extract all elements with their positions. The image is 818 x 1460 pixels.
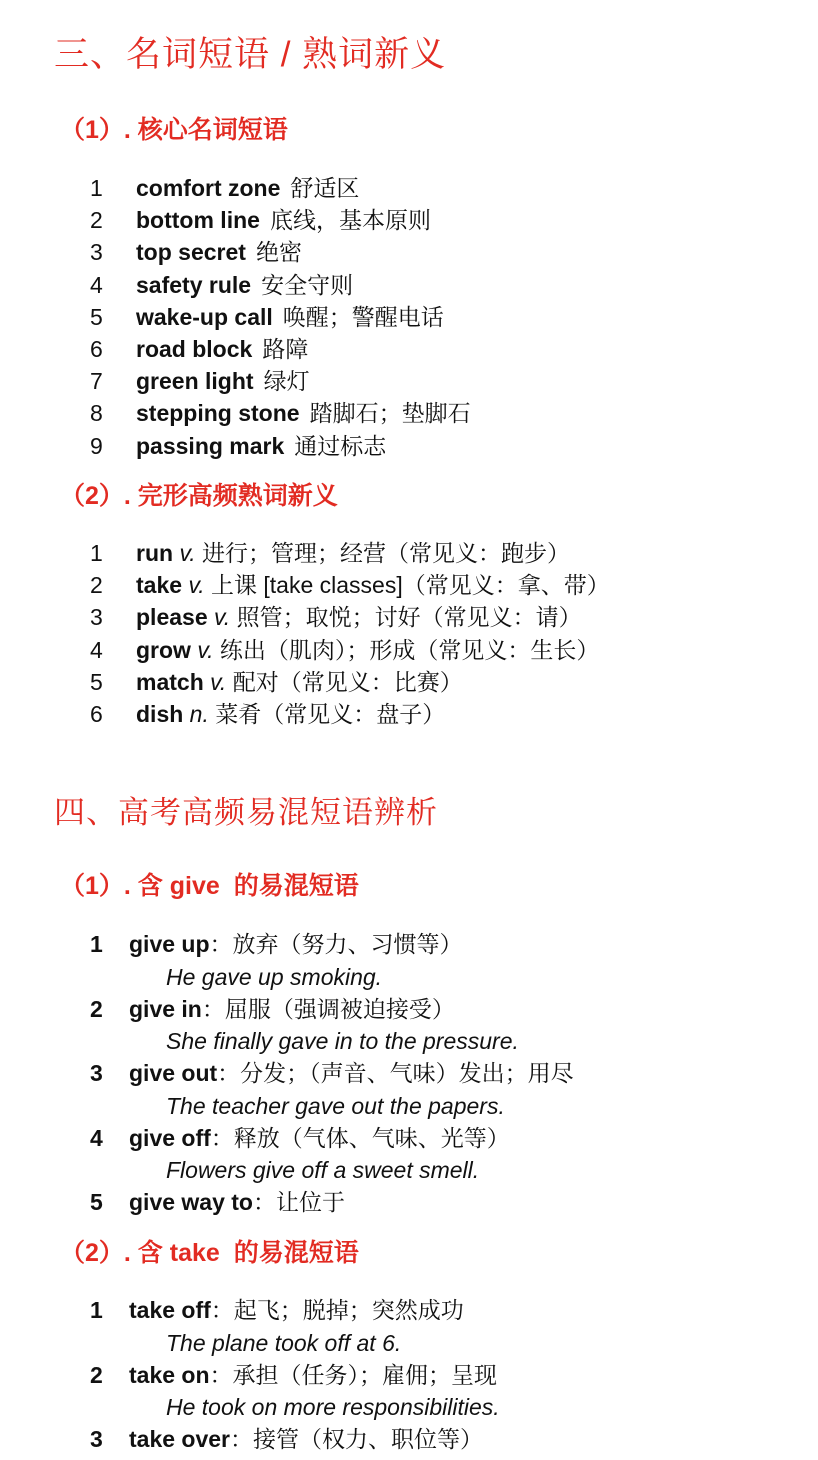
phrase-term: stepping stone <box>136 400 300 427</box>
phrase-term: give out <box>129 1060 218 1086</box>
give-phrase-list <box>0 928 818 1219</box>
word-term: match <box>136 668 204 695</box>
section-4-title: 四、高考高频易混短语辨析 <box>54 795 438 830</box>
item-number: 4 <box>90 1124 103 1151</box>
list-item <box>0 204 818 236</box>
title-prefix: （2）. 含 <box>60 1239 163 1267</box>
list-item <box>0 333 818 365</box>
phrase-term: bottom line <box>136 207 260 234</box>
item-number: 5 <box>90 1189 103 1215</box>
list-item <box>0 1057 818 1122</box>
list-item <box>0 269 818 301</box>
item-number: 2 <box>90 1361 103 1388</box>
list-item <box>0 1186 818 1219</box>
phrase-term: give way to <box>129 1189 253 1215</box>
phrase-meaning: 路障 <box>262 335 309 362</box>
phrase-term: give up <box>129 931 210 957</box>
item-number: 4 <box>90 271 103 298</box>
item-number: 7 <box>90 368 103 395</box>
phrase-meaning: ：接管（权力、职位等） <box>230 1426 484 1452</box>
item-number: 2 <box>90 572 103 599</box>
word-meaning: 进行；管理；经营（常见义：跑步） <box>202 540 571 566</box>
list-item <box>0 1359 818 1424</box>
phrase-meaning: 绝密 <box>255 239 302 266</box>
phrase-meaning: 唤醒；警醒电话 <box>282 303 444 330</box>
part-of-speech: v. <box>197 636 214 663</box>
phrase-meaning: 底线，基本原则 <box>269 207 431 234</box>
example-sentence: She finally gave in to the pressure. <box>166 1028 519 1054</box>
item-number: 8 <box>90 400 103 427</box>
word-term: grow <box>136 636 191 663</box>
word-meaning: 照管；取悦；讨好（常见义：请） <box>236 604 582 631</box>
item-number: 2 <box>90 995 103 1022</box>
list-item <box>0 1294 818 1359</box>
list-item <box>0 1122 818 1187</box>
list-item <box>0 172 818 204</box>
example-sentence: He took on more responsibilities. <box>166 1394 500 1420</box>
phrase-meaning: ：让位于 <box>252 1189 345 1215</box>
list-item <box>0 430 818 462</box>
item-number: 2 <box>90 207 103 234</box>
subsection-title-take-phrases <box>60 1233 359 1269</box>
phrase-meaning: 舒适区 <box>290 175 360 201</box>
phrase-meaning: ：分发；（声音、气味）发出；用尽 <box>217 1060 574 1086</box>
list-item <box>0 569 818 601</box>
example-sentence: The plane took off at 6. <box>166 1329 402 1356</box>
list-item <box>0 236 818 268</box>
item-number: 5 <box>90 668 103 695</box>
phrase-meaning: 安全守则 <box>261 271 354 298</box>
phrase-term: take over <box>129 1426 231 1452</box>
phrase-term: give in <box>129 995 202 1022</box>
example-sentence: Flowers give off a sweet smell. <box>166 1157 480 1183</box>
item-number: 5 <box>90 303 103 330</box>
title-suffix: 的易混短语 <box>233 872 359 900</box>
phrase-meaning: 通过标志 <box>294 432 387 459</box>
noun-phrase-list <box>0 172 818 462</box>
list-item <box>0 397 818 429</box>
phrase-term: top secret <box>136 239 246 266</box>
phrase-term: take on <box>129 1361 210 1388</box>
item-number: 9 <box>90 432 103 459</box>
word-meaning: 菜肴（常见义：盘子） <box>215 700 446 727</box>
title-suffix: 的易混短语 <box>233 1239 359 1267</box>
item-number: 4 <box>90 636 103 663</box>
list-item <box>0 1423 818 1456</box>
word-term: please <box>136 604 208 631</box>
phrase-term: comfort zone <box>136 175 281 201</box>
phrase-meaning: ：屈服（强调被迫接受） <box>201 995 455 1022</box>
item-number: 3 <box>90 239 103 266</box>
phrase-meaning: ：释放（气体、气味、光等） <box>210 1124 510 1151</box>
phrase-term: passing mark <box>136 432 285 459</box>
phrase-term: give off <box>129 1124 211 1151</box>
take-phrase-list <box>0 1294 818 1456</box>
word-meaning: 练出（肌肉）；形成（常见义：生长） <box>219 636 600 663</box>
item-number: 6 <box>90 700 103 727</box>
phrase-meaning: ：起飞；脱掉；突然成功 <box>210 1297 464 1323</box>
item-number: 3 <box>90 1060 103 1086</box>
phrase-term: wake-up call <box>136 303 273 330</box>
item-number: 3 <box>90 604 103 631</box>
subsection-title-core-noun-phrases: （1）. 核心名词短语 <box>60 116 288 144</box>
example-sentence: The teacher gave out the papers. <box>166 1092 505 1119</box>
list-item <box>0 537 818 569</box>
list-item <box>0 666 818 698</box>
item-number: 1 <box>90 540 103 566</box>
item-number: 1 <box>90 175 103 201</box>
word-meaning: 配对（常见义：比赛） <box>232 668 463 695</box>
phrase-term: take off <box>129 1297 211 1323</box>
list-item <box>0 993 818 1058</box>
list-item <box>0 601 818 633</box>
phrase-meaning: 绿灯 <box>263 368 310 395</box>
part-of-speech: n. <box>189 700 209 727</box>
phrase-term: green light <box>136 368 254 395</box>
item-number: 6 <box>90 335 103 362</box>
word-meaning-list <box>0 537 818 730</box>
list-item <box>0 301 818 333</box>
word-meaning: 上课 [take classes]（常见义：拿、带） <box>211 572 610 599</box>
item-number: 3 <box>90 1426 103 1452</box>
title-prefix: （1）. 含 <box>60 872 163 900</box>
part-of-speech: v. <box>179 540 196 566</box>
part-of-speech: v. <box>188 572 205 599</box>
phrase-term: safety rule <box>136 271 252 298</box>
list-item <box>0 634 818 666</box>
word-term: dish <box>136 700 184 727</box>
phrase-term: road block <box>136 335 253 362</box>
title-keyword: take <box>169 1239 220 1267</box>
part-of-speech: v. <box>214 604 231 631</box>
subsection-title-familiar-words-new-meanings: （2）. 完形高频熟词新义 <box>60 482 338 510</box>
item-number: 1 <box>90 931 103 957</box>
list-item <box>0 928 818 993</box>
title-keyword: give <box>169 872 220 900</box>
list-item <box>0 365 818 397</box>
list-item <box>0 698 818 730</box>
item-number: 1 <box>90 1297 103 1323</box>
word-term: take <box>136 572 183 599</box>
phrase-meaning: ：承担（任务）；雇佣；呈现 <box>209 1361 498 1388</box>
section-3-title: 三、名词短语 / 熟词新义 <box>54 35 447 74</box>
phrase-meaning: ：放弃（努力、习惯等） <box>209 931 463 957</box>
word-term: run <box>136 540 174 566</box>
part-of-speech: v. <box>210 668 227 695</box>
subsection-title-give-phrases <box>60 866 359 902</box>
phrase-meaning: 踏脚石；垫脚石 <box>309 400 471 427</box>
example-sentence: He gave up smoking. <box>166 963 383 990</box>
